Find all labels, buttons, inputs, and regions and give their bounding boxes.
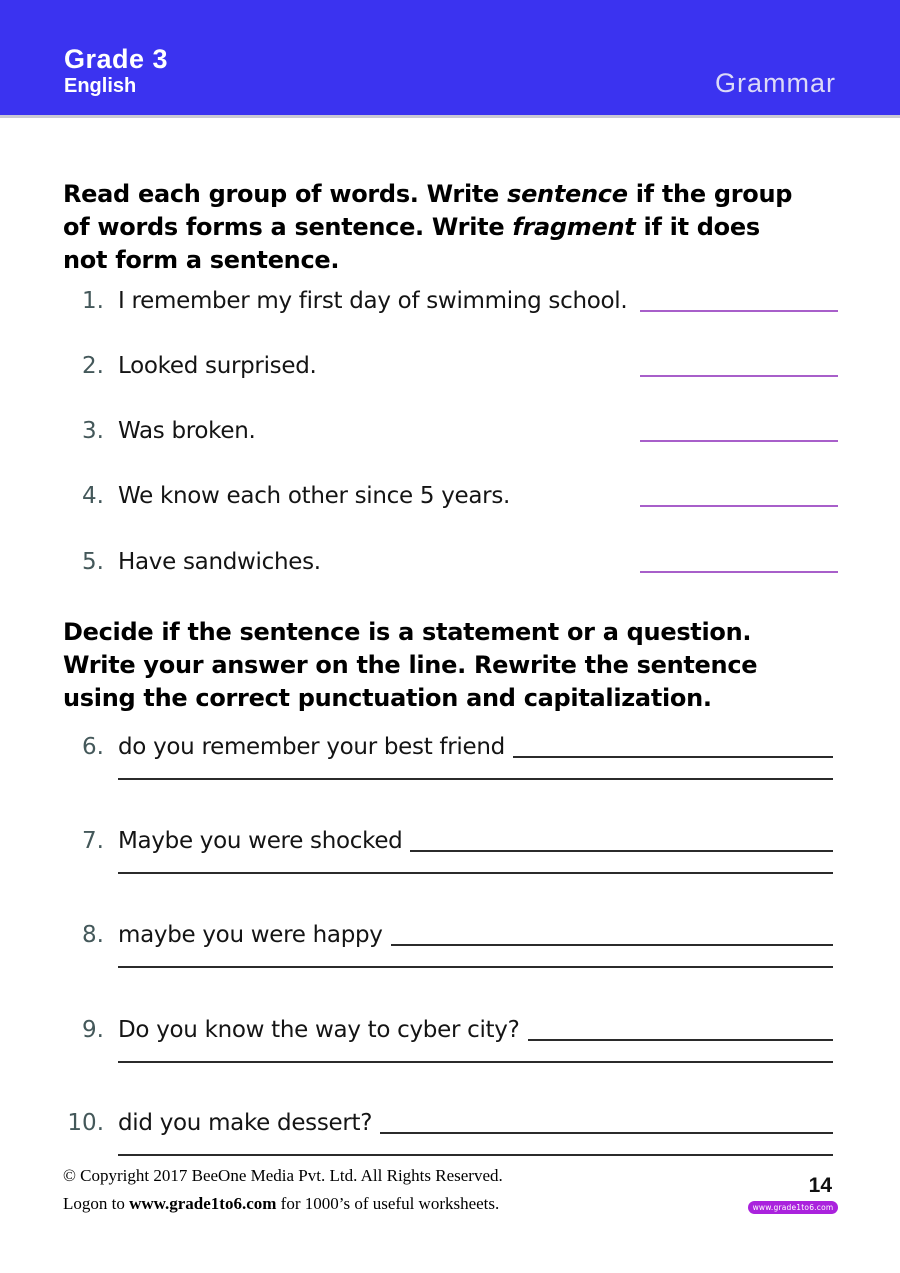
spacer [256, 417, 640, 445]
item-first-row [64, 733, 833, 761]
item-text: Maybe you were shocked [118, 828, 403, 854]
answer-line [640, 287, 838, 312]
item-first-row [64, 1016, 833, 1044]
item-number: 7. [82, 828, 104, 854]
rewrite-line [118, 872, 833, 874]
exercise1-item-1 [64, 287, 838, 315]
answer-line [528, 1016, 834, 1041]
answer-line [391, 921, 833, 946]
copyright-text: © Copyright 2017 BeeOne Media Pvt. Ltd. All Rights Reserved. [63, 1166, 503, 1185]
exercise1-item-2 [64, 352, 838, 380]
item-text: do you remember your best friend [118, 734, 505, 760]
item-number: 3. [82, 418, 104, 444]
instruction2-line1: Decide if the sentence is a statement or a question. [63, 618, 752, 646]
logon-suffix: for 1000’s of useful worksheets. [276, 1194, 500, 1213]
answer-line [640, 352, 838, 377]
logon-prefix: Logon to [63, 1194, 130, 1213]
page-number: 14 [808, 1174, 832, 1197]
item-text: I remember my first day of swimming school. [118, 288, 628, 314]
logon-text [63, 1194, 499, 1214]
item-number: 5. [82, 549, 104, 575]
item-number: 4. [82, 483, 104, 509]
answer-line [410, 827, 833, 852]
exercise2-item-9 [64, 1016, 833, 1076]
instruction1-text: if the group [627, 180, 793, 208]
exercise1-item-3 [64, 417, 838, 445]
item-text: Have sandwiches. [118, 549, 321, 575]
topic-label: Grammar [715, 68, 836, 98]
instruction2-line2: Write your answer on the line. Rewrite the sentence [63, 651, 758, 679]
item-number: 10. [67, 1110, 104, 1136]
item-number: 8. [82, 922, 104, 948]
instruction2-line3: using the correct punctuation and capitalization. [63, 684, 712, 712]
item-first-row [64, 1109, 833, 1137]
item-text: Was broken. [118, 418, 256, 444]
answer-line [513, 733, 833, 758]
item-text: Do you know the way to cyber city? [118, 1017, 520, 1043]
exercise1-item-5 [64, 548, 838, 576]
instruction1-text: of words forms a sentence. Write [63, 213, 513, 241]
rewrite-line [118, 1061, 833, 1063]
instruction1-italic-fragment: fragment [512, 213, 636, 241]
website-badge: www.grade1to6.com [748, 1201, 838, 1214]
item-text: maybe you were happy [118, 922, 383, 948]
item-text: did you make dessert? [118, 1110, 373, 1136]
exercise2-item-8 [64, 921, 833, 981]
item-number: 1. [82, 288, 104, 314]
item-first-row [64, 827, 833, 855]
exercise1-item-4 [64, 482, 838, 510]
instruction1-text: if it does [635, 213, 760, 241]
answer-line [640, 482, 838, 507]
item-text: We know each other since 5 years. [118, 483, 511, 509]
answer-line [640, 417, 838, 442]
rewrite-line [118, 966, 833, 968]
exercise2-instruction [63, 616, 853, 715]
item-number: 9. [82, 1017, 104, 1043]
item-number: 2. [82, 353, 104, 379]
instruction1-italic-sentence: sentence [507, 180, 628, 208]
item-number: 6. [82, 734, 104, 760]
spacer [321, 548, 640, 576]
spacer [317, 352, 640, 380]
grade-label: Grade 3 [64, 44, 169, 74]
item-text: Looked surprised. [118, 353, 317, 379]
answer-line [380, 1109, 833, 1134]
page-header [0, 0, 900, 118]
exercise2-item-10 [64, 1109, 833, 1169]
header-grade-block [64, 44, 168, 98]
spacer [627, 287, 640, 315]
instruction1-text: not form a sentence. [63, 246, 340, 274]
logon-website: www.grade1to6.com [129, 1194, 277, 1213]
answer-line [640, 548, 838, 573]
exercise2-item-6 [64, 733, 833, 793]
rewrite-line [118, 778, 833, 780]
rewrite-line [118, 1154, 833, 1156]
item-first-row [64, 921, 833, 949]
exercise2-item-7 [64, 827, 833, 887]
subject-label: English [64, 75, 137, 97]
exercise1-instruction [63, 178, 853, 277]
instruction1-text: Read each group of words. Write [63, 180, 508, 208]
spacer [510, 482, 640, 510]
